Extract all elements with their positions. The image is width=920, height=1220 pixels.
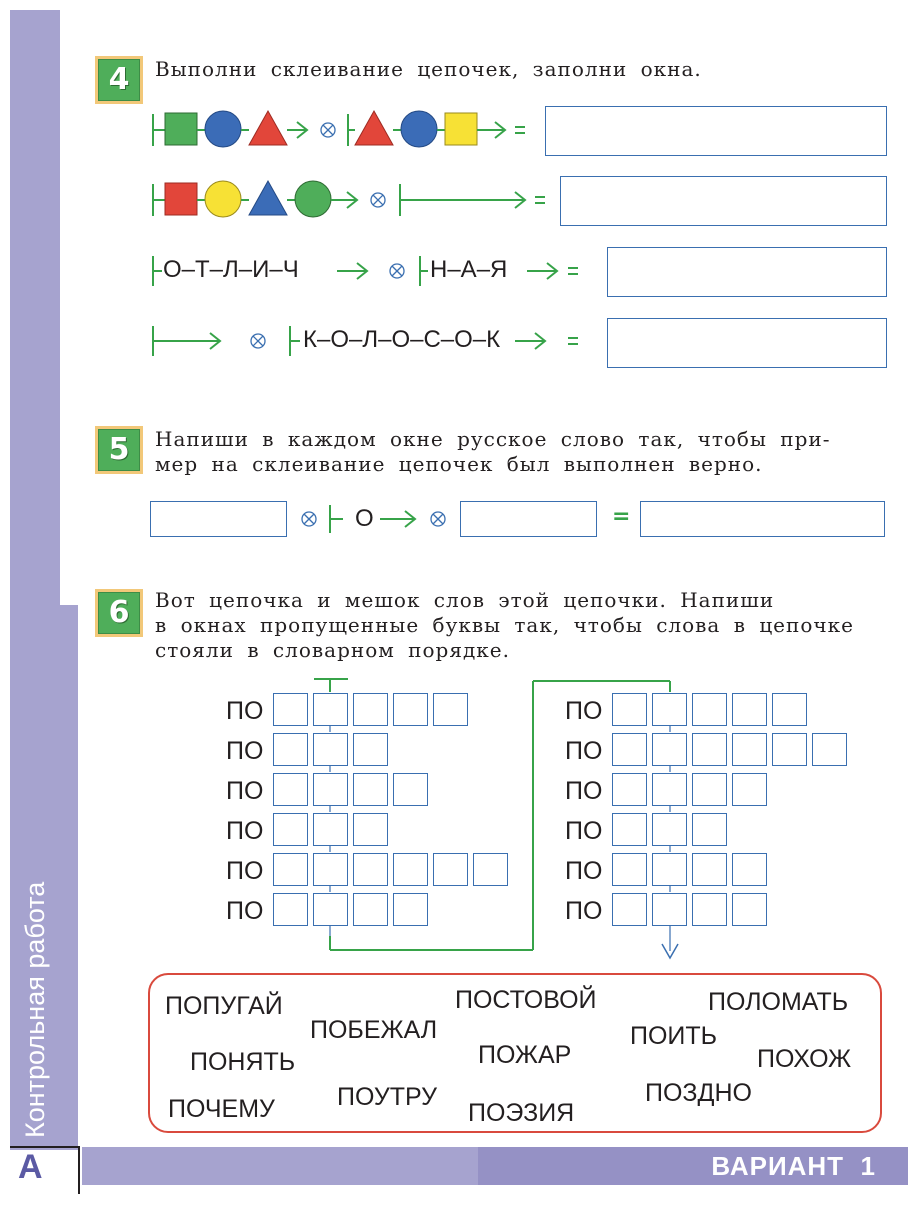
letter-cell[interactable] <box>313 853 348 886</box>
bag-word: ПОУТРУ <box>337 1083 438 1111</box>
glue-operator-icon <box>390 264 404 278</box>
letter-cell[interactable] <box>393 893 428 926</box>
red-square-shape <box>165 183 197 215</box>
glue-operator-icon <box>302 512 316 526</box>
letter-cell[interactable] <box>353 773 388 806</box>
bag-word: ПОЭЗИЯ <box>468 1099 575 1127</box>
green-square-shape <box>165 113 197 145</box>
bag-word: ПОЛОМАТЬ <box>708 988 849 1016</box>
letter-cell[interactable] <box>612 853 647 886</box>
letter-cell[interactable] <box>652 813 687 846</box>
variant-label: ВАРИАНТ 1 <box>711 1151 876 1181</box>
letter-cell[interactable] <box>652 893 687 926</box>
yellow-circle-shape <box>205 181 241 217</box>
letter-cell[interactable] <box>612 693 647 726</box>
letter-cell[interactable] <box>612 893 647 926</box>
letter-cell[interactable] <box>732 693 767 726</box>
letter-cell[interactable] <box>692 893 727 926</box>
blue-triangle-shape <box>249 181 287 215</box>
letter-cell[interactable] <box>692 693 727 726</box>
letter-cell[interactable] <box>273 853 308 886</box>
letter-cell[interactable] <box>273 693 308 726</box>
yellow-square-shape <box>445 113 477 145</box>
bag-word: ПОСТОВОЙ <box>455 986 597 1014</box>
answer-box[interactable] <box>607 318 887 368</box>
letter-cell[interactable] <box>473 853 508 886</box>
task4-row1-chains <box>150 105 540 155</box>
letter-cell[interactable] <box>812 733 847 766</box>
blue-circle-shape <box>401 111 437 147</box>
letter-cell[interactable] <box>313 813 348 846</box>
task4-row3-left-chain: О–Т–Л–И–Ч <box>163 256 299 283</box>
letter-cell[interactable] <box>612 773 647 806</box>
letter-cell[interactable] <box>313 693 348 726</box>
letter-cell[interactable] <box>652 733 687 766</box>
sidebar-vertical-label: Контрольная работа <box>20 881 50 1138</box>
word-prefix: ПО <box>565 697 603 725</box>
task5-connectors <box>290 500 460 540</box>
task4-row4-right-chain: К–О–Л–О–С–О–К <box>303 326 501 353</box>
letter-cell[interactable] <box>393 773 428 806</box>
bag-word: ПОЖАР <box>478 1041 572 1069</box>
task-number-badge: 6 <box>95 589 143 637</box>
bag-word: ПОПУГАЙ <box>165 992 283 1020</box>
letter-cell[interactable] <box>313 893 348 926</box>
letter-cell[interactable] <box>612 813 647 846</box>
letter-cell[interactable] <box>692 733 727 766</box>
task5-instruction-line2: мер на склеивание цепочек был выполнен верно. <box>155 452 763 476</box>
task-number-badge: 4 <box>95 56 143 104</box>
task4-instruction: Выполни склеивание цепочек, заполни окна. <box>155 57 702 81</box>
red-triangle-shape <box>355 111 393 145</box>
equals-sign: = <box>612 504 631 529</box>
letter-cell[interactable] <box>273 773 308 806</box>
letter-cell[interactable] <box>433 693 468 726</box>
word-prefix: ПО <box>226 857 264 885</box>
letter-cell[interactable] <box>732 773 767 806</box>
glue-operator-icon <box>371 193 385 207</box>
letter-cell[interactable] <box>772 733 807 766</box>
glue-operator-icon <box>431 512 445 526</box>
word-prefix: ПО <box>226 817 264 845</box>
bag-word: ПОБЕЖАЛ <box>310 1016 438 1044</box>
bag-word: ПОЗДНО <box>645 1079 752 1107</box>
letter-cell[interactable] <box>433 853 468 886</box>
letter-cell[interactable] <box>273 733 308 766</box>
green-circle-shape <box>295 181 331 217</box>
letter-cell[interactable] <box>353 893 388 926</box>
task5-chain-letter: О <box>355 505 374 532</box>
word-prefix: ПО <box>565 737 603 765</box>
task-number-badge: 5 <box>95 426 143 474</box>
glue-operator-icon <box>251 334 265 348</box>
task4-row2-chains <box>150 175 550 225</box>
letter-cell[interactable] <box>273 893 308 926</box>
blue-circle-shape <box>205 111 241 147</box>
letter-cell[interactable] <box>353 693 388 726</box>
word-prefix: ПО <box>565 897 603 925</box>
letter-cell[interactable] <box>732 853 767 886</box>
letter-cell[interactable] <box>393 853 428 886</box>
letter-cell[interactable] <box>353 733 388 766</box>
chain-start-icon <box>150 248 164 294</box>
letter-cell[interactable] <box>313 773 348 806</box>
letter-cell[interactable] <box>652 693 687 726</box>
bag-word: ПОНЯТЬ <box>190 1048 296 1076</box>
task6-instruction-line3: стояли в словарном порядке. <box>155 638 510 662</box>
letter-cell[interactable] <box>353 853 388 886</box>
word-input-box[interactable] <box>150 501 287 537</box>
letter-cell[interactable] <box>732 733 767 766</box>
word-prefix: ПО <box>226 897 264 925</box>
letter-cell[interactable] <box>692 773 727 806</box>
letter-cell[interactable] <box>652 853 687 886</box>
answer-box[interactable] <box>560 176 887 226</box>
task6-instruction-line2: в окнах пропущенные буквы так, чтобы слова в цепочке <box>155 613 854 637</box>
word-prefix: ПО <box>226 697 264 725</box>
corner-divider-vertical <box>78 1146 80 1194</box>
letter-cell[interactable] <box>692 813 727 846</box>
task6-instruction-line1: Вот цепочка и мешок слов этой цепочки. Напиши <box>155 588 775 612</box>
task5-instruction-line1: Напиши в каждом окне русское слово так, чтобы при- <box>155 427 831 451</box>
word-input-box[interactable] <box>460 501 597 537</box>
letter-cell[interactable] <box>313 733 348 766</box>
word-prefix: ПО <box>226 777 264 805</box>
letter-cell[interactable] <box>273 813 308 846</box>
letter-cell[interactable] <box>732 893 767 926</box>
answer-box[interactable] <box>545 106 887 156</box>
word-prefix: ПО <box>565 817 603 845</box>
bag-word: ПОЧЕМУ <box>168 1095 275 1123</box>
letter-cell[interactable] <box>612 733 647 766</box>
word-input-box[interactable] <box>640 501 885 537</box>
bag-word: ПОИТЬ <box>630 1022 718 1050</box>
red-triangle-shape <box>249 111 287 145</box>
answer-box[interactable] <box>607 247 887 297</box>
glue-operator-icon <box>321 123 335 137</box>
word-prefix: ПО <box>226 737 264 765</box>
letter-cell[interactable] <box>652 773 687 806</box>
word-prefix: ПО <box>565 857 603 885</box>
letter-cell[interactable] <box>353 813 388 846</box>
word-prefix: ПО <box>565 777 603 805</box>
letter-cell[interactable] <box>772 693 807 726</box>
sidebar-band-top <box>10 10 60 605</box>
letter-cell[interactable] <box>692 853 727 886</box>
letter-cell[interactable] <box>393 693 428 726</box>
task4-row3-right-chain: Н–А–Я <box>430 256 508 283</box>
corner-letter: А <box>18 1148 43 1186</box>
bag-word: ПОХОЖ <box>757 1045 852 1073</box>
